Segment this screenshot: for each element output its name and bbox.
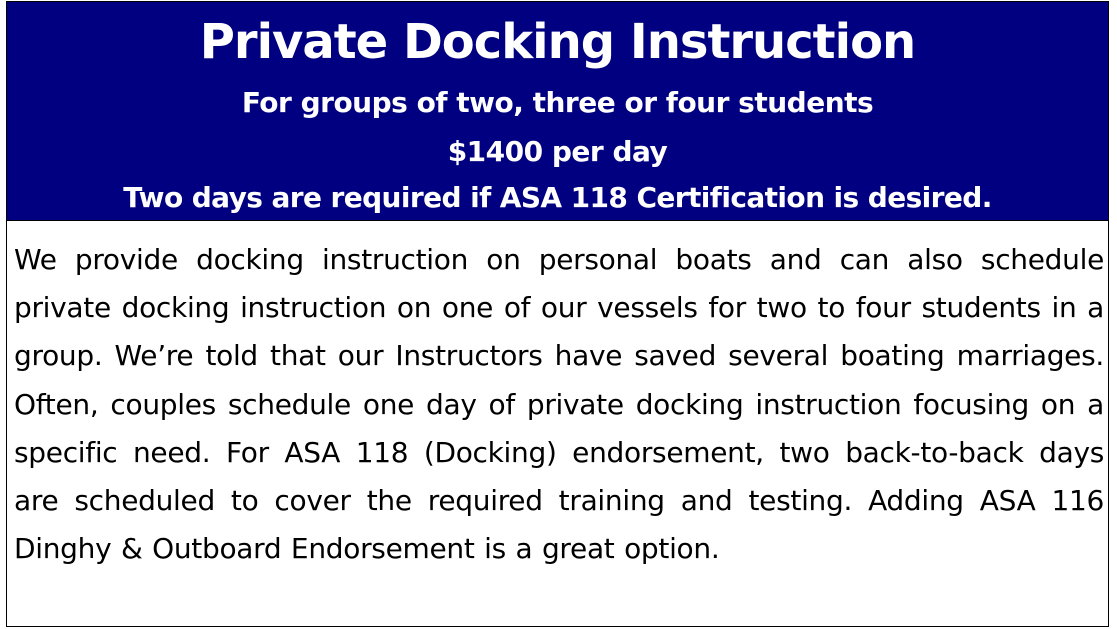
docking-instruction-card	[6, 1, 1109, 627]
description-paragraph: We provide docking instruction on personal boats and can also schedule private docking instruction on one of our vessels for two to four students in a group. We’re told that our Instructors have saved several boating marriages. Often, couples schedule one day of private docking instruction focusing on a specific need. For ASA 118 (Docking) endorsement, two back-to-back days are scheduled to cover the required training and testing. Adding ASA 116 Dinghy & Outboard Endorsement is a great option.	[14, 243, 1104, 566]
page-title: Private Docking Instruction	[199, 14, 916, 70]
certification-note: Two days are required if ASA 118 Certification is desired.	[123, 181, 992, 214]
header-banner	[7, 2, 1108, 221]
price-subtitle: $1400 per day	[447, 135, 668, 168]
group-size-subtitle: For groups of two, three or four students	[241, 86, 874, 119]
